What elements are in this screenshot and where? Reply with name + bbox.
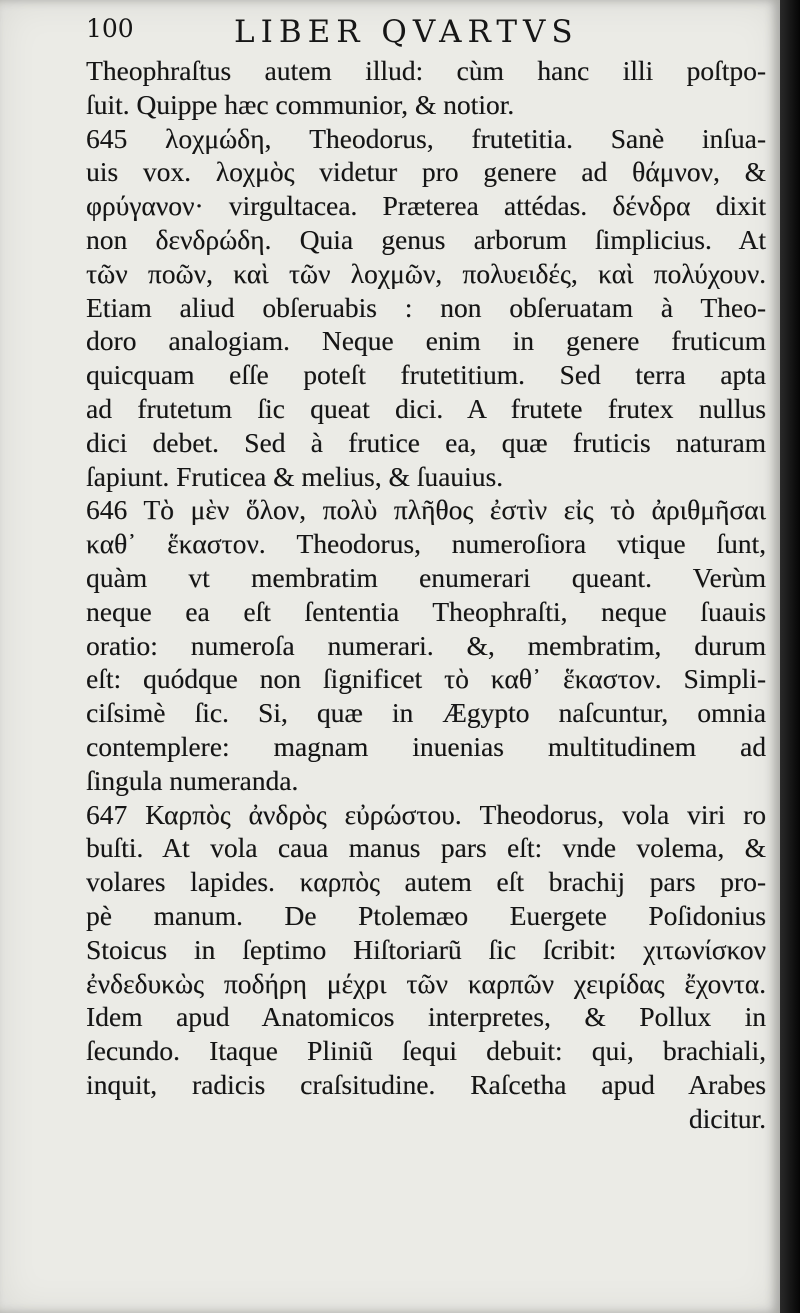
- text-line: καθ᾽ ἕκαστον. Theodorus, numeroſiora vtique ſunt,: [86, 528, 766, 560]
- page-header: [86, 14, 696, 54]
- body-text: [86, 54, 766, 1136]
- text-line: inquit, radicis craſsitudine. Raſcetha apud Arabes: [86, 1068, 766, 1100]
- text-line: ſapiunt. Fruticea & melius, & ſuauius.: [86, 460, 504, 492]
- text-line: contemplere: magnam inuenias multitudinem ad: [86, 730, 766, 762]
- text-line: ἐνδεδυκὼς ποδήρη μέχρι τῶν καρπῶν χειρίδας ἔχοντα.: [86, 967, 766, 999]
- page-edge-shadow: [780, 0, 800, 1313]
- text-line: Stoicus in ſeptimo Hiſtoriarũ ſic ſcribit: χιτωνίσκον: [86, 933, 766, 965]
- text-line: oratio: numeroſa numerari. &, membratim, durum: [86, 629, 766, 661]
- text-line: Etiam aliud obſeruabis : non obſeruatam à Theo-: [86, 291, 766, 323]
- page-number: 100: [86, 14, 134, 43]
- text-line: τῶν ποῶν, καὶ τῶν λοχμῶν, πολυειδές, καὶ πολύχουν.: [86, 257, 766, 289]
- text-line: φρύγανον· virgultacea. Præterea attédas. δένδρα dixit: [86, 190, 766, 222]
- text-line: buſti. At vola caua manus pars eſt: vnde volema, &: [86, 832, 766, 864]
- text-line: pè manum. De Ptolemæo Euergete Poſidonius: [86, 899, 766, 931]
- text-line: dici debet. Sed à frutice ea, quæ fruticis naturam: [86, 426, 766, 458]
- text-line: eſt: quódque non ſignificet τὸ καθ᾽ ἕκαστον. Simpli-: [86, 663, 766, 695]
- text-line: ſingula numeranda.: [86, 764, 299, 796]
- text-line: ciſsimè ſic. Si, quæ in Ægypto naſcuntur, omnia: [86, 697, 766, 729]
- text-line: 645 λοχμώδη, Theodorus, frutetitia. Sanè inſua-: [86, 122, 766, 154]
- text-line: doro analogiam. Neque enim in genere fruticum: [86, 325, 766, 357]
- text-line: ſuit. Quippe hæc communior, & notior.: [86, 88, 515, 120]
- text-line: dicitur.: [688, 1102, 766, 1134]
- text-line: quàm vt membratim enumerari queant. Verùm: [86, 561, 766, 593]
- running-head: LIBER QVARTVS: [234, 14, 579, 50]
- text-line: ad frutetum ſic queat dici. A frutete frutex nullus: [86, 392, 766, 424]
- text-line: non δενδρώδη. Quia genus arborum ſimplicius. At: [86, 223, 766, 255]
- text-line: neque ea eſt ſententia Theophraſti, neque ſuauis: [86, 595, 766, 627]
- text-line: Theophraſtus autem illud: cùm hanc illi poſtpo-: [86, 55, 766, 86]
- text-line: quicquam eſſe poteſt frutetitium. Sed terra apta: [86, 359, 766, 391]
- text-line: 647 Καρπὸς ἀνδρὸς εὐρώστου. Theodorus, vola viri ro: [86, 798, 766, 830]
- text-line: uis vox. λοχμὸς videtur pro genere ad θάμνον, &: [86, 156, 766, 188]
- text-line: volares lapides. καρπὸς autem eſt brachij pars pro-: [86, 866, 766, 898]
- text-line: ſecundo. Itaque Pliniũ ſequi debuit: qui, brachiali,: [86, 1035, 766, 1067]
- text-line: 646 Τὸ μὲν ὅλον, πολὺ πλῆθος ἐστὶν εἰς τὸ ἀριθμῆσαι: [86, 494, 766, 526]
- text-line: Idem apud Anatomicos interpretes, & Pollux in: [86, 1001, 766, 1033]
